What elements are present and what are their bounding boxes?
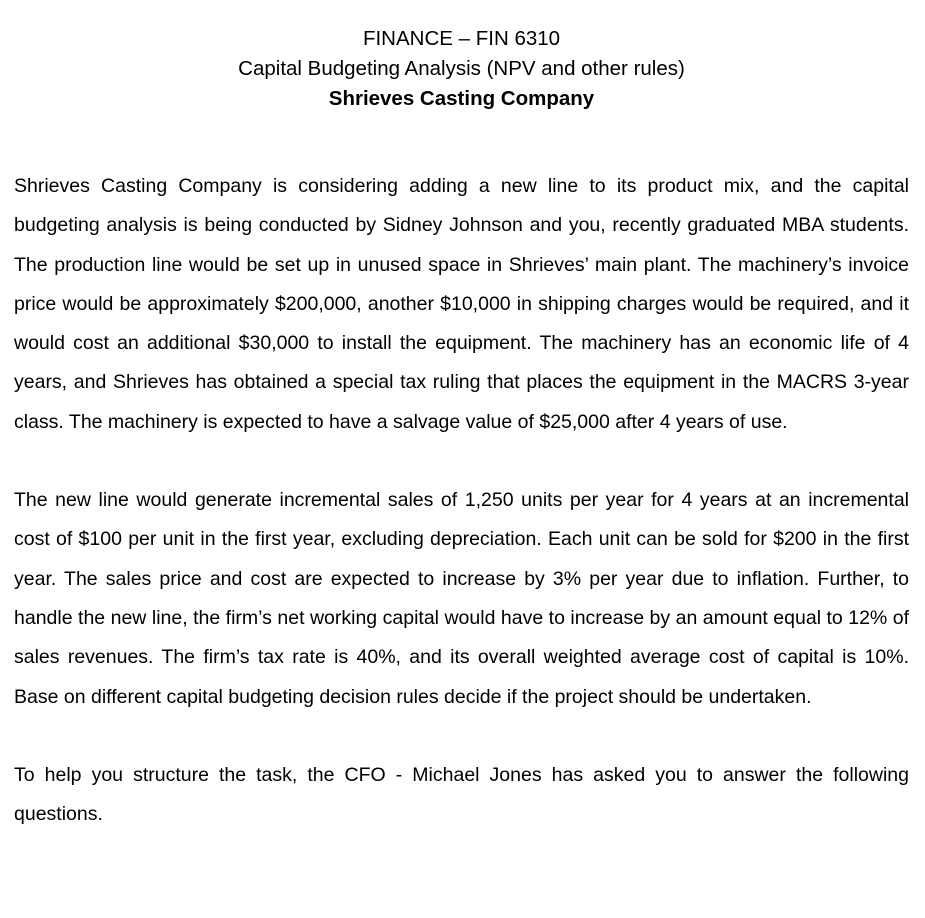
course-title: FINANCE – FIN 6310	[362, 27, 561, 50]
paragraph-questions-intro: To help you structure the task, the CFO - Michael Jones has asked you to answer the following questions.	[14, 763, 909, 826]
document-header	[14, 24, 909, 114]
paragraph-sales: The new line would generate incremental sales of 1,250 units per year for 4 years at an incremental cost of $100 per unit in the first year, excluding depreciation. Each unit can be sold for $200 in the first year. The sales price and cost are expected to increase by 3% per year due to inflation. Further, to handle the new line, the firm’s net working capital would have to increase by an amount equal to 12% of sales revenues. The firm’s tax rate is 40%, and its overall weighted average cost of capital is 10%. Base on different capital budgeting decision rules decide if the project should be undertaken.	[14, 489, 909, 708]
document-page	[14, 24, 909, 834]
company-title: Shrieves Casting Company	[328, 87, 595, 110]
paragraph-machinery: Shrieves Casting Company is considering adding a new line to its product mix, and the capital budgeting analysis is being conducted by Sidney Johnson and you, recently graduated MBA students. The production line would be set up in unused space in Shrieves’ main plant. The machinery’s invoice price would be approximately $200,000, another $10,000 in shipping charges would be required, and it would cost an additional $30,000 to install the equipment. The machinery has an economic life of 4 years, and Shrieves has obtained a special tax ruling that places the equipment in the MACRS 3-year class. The machinery is expected to have a salvage value of $25,000 after 4 years of use.	[14, 175, 909, 433]
assignment-subtitle: Capital Budgeting Analysis (NPV and other rules)	[238, 57, 685, 80]
